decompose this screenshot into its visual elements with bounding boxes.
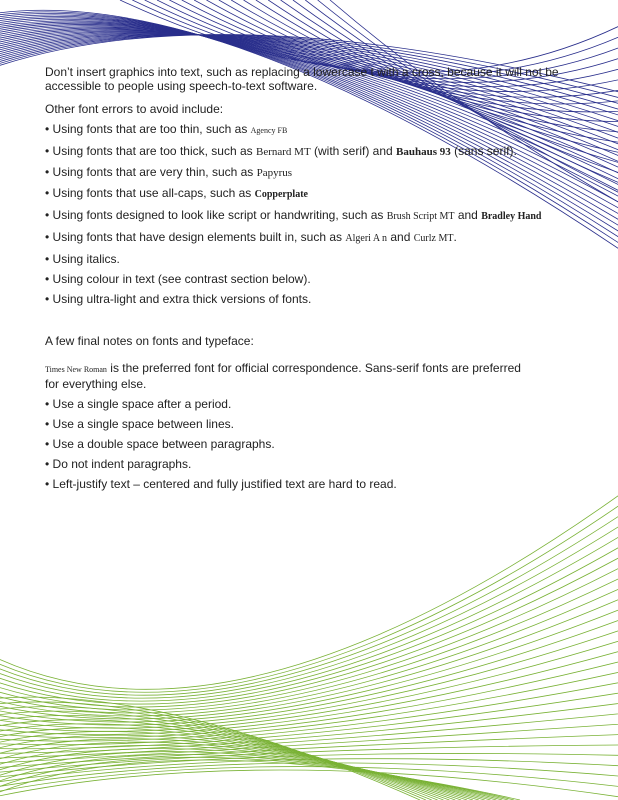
font-sample: Bernard MT: [255, 146, 311, 158]
deco-line: [0, 502, 618, 695]
list-item: • Using ultra-light and extra thick versions of fonts.: [45, 292, 312, 306]
list-item: • Using fonts that have design elements built in, such as Algeri A n and Curlz MT.: [45, 230, 457, 244]
list-item: • Do not indent paragraphs.: [45, 457, 192, 471]
list-item: • Using fonts that are very thin, such as Papyrus: [45, 165, 293, 179]
font-sample: Algeri A n: [345, 233, 388, 244]
list-item: • Using fonts designed to look like script or handwriting, such as Brush Script MT and Bradley Hand: [45, 208, 542, 222]
deco-line: [0, 480, 618, 689]
notes-intro: Times New Roman is the preferred font for official correspondence. Sans-serif fonts are preferred for everything else.: [45, 361, 521, 391]
intro-paragraph: [45, 65, 573, 93]
list-item: • Use a single space after a period.: [45, 397, 232, 411]
list-item: • Using fonts that use all-caps, such as Copperplate: [45, 186, 308, 200]
deco-line: [120, 0, 618, 73]
font-sample: Times New Roman: [45, 365, 107, 374]
notes-list: [45, 397, 573, 491]
font-sample: Bauhaus 93: [396, 146, 451, 158]
list-item: • Using fonts that are too thin, such as Agency FB: [45, 122, 288, 136]
deco-line: [0, 491, 618, 692]
list-item: • Using fonts that are too thick, such as Bernard MT (with serif) and Bauhaus 93 (sans serif).: [45, 144, 517, 158]
font-sample: Agency FB: [250, 126, 288, 135]
list-item: • Using italics.: [45, 252, 120, 266]
list-item: • Left-justify text – centered and fully justified text are hard to read.: [45, 477, 397, 491]
font-sample: Curlz MT: [413, 233, 454, 244]
deco-line: [0, 634, 618, 731]
list-item: • Use a single space between lines.: [45, 417, 234, 431]
intro-line-2: accessible to people using speech-to-text software.: [45, 79, 318, 93]
deco-line: [0, 601, 618, 722]
final-notes-section: [45, 334, 573, 491]
errors-heading: Other font errors to avoid include:: [45, 102, 224, 116]
font-sample: Papyrus: [256, 167, 293, 179]
list-item: • Use a double space between paragraphs.: [45, 437, 275, 451]
bottom-green-line-art: [0, 480, 618, 800]
deco-line: [0, 513, 618, 698]
intro-line-1: Don’t insert graphics into text, such as replacing a lowercase t with a cross, because it will not be: [45, 65, 559, 79]
list-item: • Using colour in text (see contrast section below).: [45, 272, 311, 286]
deco-line: [0, 546, 618, 707]
notes-heading: A few final notes on fonts and typeface:: [45, 334, 254, 348]
font-sample: Copperplate: [254, 189, 308, 200]
document-body: [45, 65, 573, 497]
font-errors-list: [45, 122, 573, 306]
deco-line: [0, 557, 618, 710]
deco-line: [0, 535, 618, 704]
font-sample: Bradley Hand: [481, 211, 542, 222]
font-sample: Brush Script MT: [386, 211, 455, 222]
